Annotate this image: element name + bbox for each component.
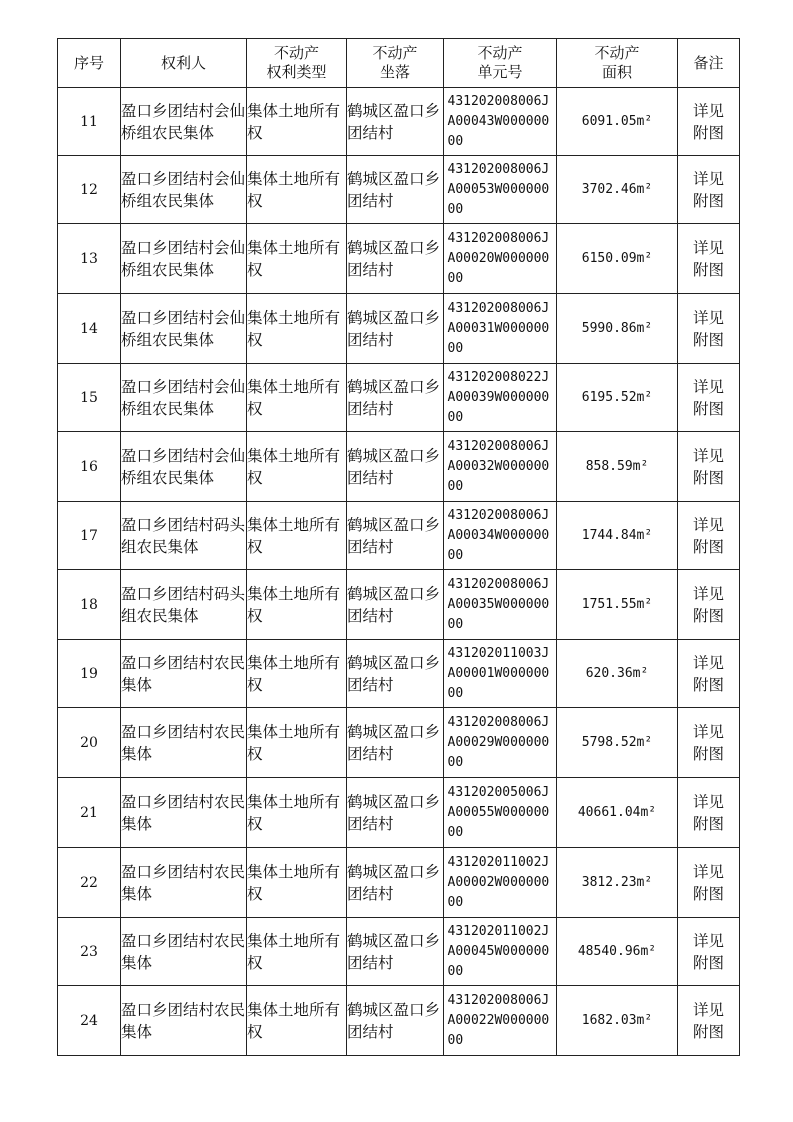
cell-unit-number: [444, 640, 557, 708]
table-body: [58, 88, 740, 1056]
cell-location: 鹤城区盈口乡团结村: [347, 640, 444, 708]
unit-number-text: 431202008006JA00043W00000000: [447, 93, 550, 149]
cell-location: 鹤城区盈口乡团结村: [347, 364, 444, 432]
unit-number-text: 431202008006JA00053W00000000: [447, 161, 550, 217]
cell-right-type: 集体土地所有权: [247, 502, 347, 570]
cell-seq: 18: [58, 570, 121, 640]
cell-seq: 21: [58, 778, 121, 848]
cell-owner: 盈口乡团结村会仙桥组农民集体: [121, 294, 247, 364]
cell-owner: 盈口乡团结村农民集体: [121, 918, 247, 986]
cell-right-type: 集体土地所有权: [247, 918, 347, 986]
header-owner: [121, 39, 247, 88]
cell-unit-number: [444, 848, 557, 918]
cell-unit-number: [444, 224, 557, 294]
cell-area: 620.36m²: [557, 640, 678, 708]
header-location: [347, 39, 444, 88]
cell-right-type: 集体土地所有权: [247, 778, 347, 848]
cell-unit-number: [444, 708, 557, 778]
table-row: [58, 432, 740, 502]
cell-note: [678, 778, 740, 848]
cell-location: 鹤城区盈口乡团结村: [347, 918, 444, 986]
header-location-line2: 坐落: [379, 63, 410, 81]
cell-note: [678, 848, 740, 918]
note-text: 详见附图: [692, 446, 724, 487]
cell-right-type: 集体土地所有权: [247, 570, 347, 640]
note-text: 详见附图: [692, 515, 724, 556]
cell-note: [678, 88, 740, 156]
unit-number-text: 431202008006JA00029W00000000: [447, 714, 550, 770]
cell-unit-number: [444, 986, 557, 1056]
cell-area: 40661.04m²: [557, 778, 678, 848]
cell-owner: 盈口乡团结村农民集体: [121, 708, 247, 778]
header-right-type-line1: 不动产: [273, 44, 319, 62]
cell-seq: 19: [58, 640, 121, 708]
header-seq-label: 序号: [73, 53, 104, 72]
cell-unit-number: [444, 778, 557, 848]
cell-right-type: 集体土地所有权: [247, 640, 347, 708]
cell-location: 鹤城区盈口乡团结村: [347, 570, 444, 640]
table-row: [58, 224, 740, 294]
cell-right-type: 集体土地所有权: [247, 986, 347, 1056]
note-text: 详见附图: [692, 308, 724, 349]
header-note: [678, 39, 740, 88]
note-text: 详见附图: [692, 584, 724, 625]
cell-seq: 15: [58, 364, 121, 432]
table-row: [58, 156, 740, 224]
header-right-type-line2: 权利类型: [266, 63, 327, 81]
cell-note: [678, 986, 740, 1056]
cell-location: 鹤城区盈口乡团结村: [347, 708, 444, 778]
note-text: 详见附图: [692, 238, 724, 279]
table-row: [58, 364, 740, 432]
cell-seq: 13: [58, 224, 121, 294]
unit-number-text: 431202011003JA00001W00000000: [447, 645, 550, 701]
cell-area: 6091.05m²: [557, 88, 678, 156]
cell-area: 5798.52m²: [557, 708, 678, 778]
cell-unit-number: [444, 570, 557, 640]
table-row: [58, 294, 740, 364]
cell-area: 6195.52m²: [557, 364, 678, 432]
cell-unit-number: [444, 88, 557, 156]
cell-note: [678, 294, 740, 364]
cell-area: 1744.84m²: [557, 502, 678, 570]
cell-seq: 11: [58, 88, 121, 156]
unit-number-text: 431202011002JA00002W00000000: [447, 854, 550, 910]
note-text: 详见附图: [692, 862, 724, 903]
cell-note: [678, 502, 740, 570]
cell-location: 鹤城区盈口乡团结村: [347, 224, 444, 294]
cell-note: [678, 570, 740, 640]
cell-seq: 17: [58, 502, 121, 570]
cell-right-type: 集体土地所有权: [247, 294, 347, 364]
unit-number-text: 431202011002JA00045W00000000: [447, 923, 550, 979]
cell-area: 3702.46m²: [557, 156, 678, 224]
cell-area: 1682.03m²: [557, 986, 678, 1056]
unit-number-text: 431202008006JA00022W00000000: [447, 992, 550, 1048]
note-text: 详见附图: [692, 169, 724, 210]
table-row: [58, 88, 740, 156]
cell-area: 858.59m²: [557, 432, 678, 502]
note-text: 详见附图: [692, 792, 724, 833]
cell-note: [678, 918, 740, 986]
header-area-line2: 面积: [601, 63, 632, 81]
cell-unit-number: [444, 502, 557, 570]
cell-right-type: 集体土地所有权: [247, 224, 347, 294]
table-row: [58, 848, 740, 918]
cell-owner: 盈口乡团结村农民集体: [121, 778, 247, 848]
header-area-line1: 不动产: [594, 44, 640, 62]
header-area: [557, 39, 678, 88]
header-unit-number-line1: 不动产: [477, 44, 523, 62]
cell-right-type: 集体土地所有权: [247, 848, 347, 918]
cell-owner: 盈口乡团结村码头组农民集体: [121, 502, 247, 570]
note-text: 详见附图: [692, 1000, 724, 1041]
table-row: [58, 778, 740, 848]
property-register-table: [57, 38, 740, 1056]
header-owner-label: 权利人: [160, 53, 206, 72]
cell-unit-number: [444, 918, 557, 986]
cell-location: 鹤城区盈口乡团结村: [347, 848, 444, 918]
cell-note: [678, 156, 740, 224]
cell-unit-number: [444, 294, 557, 364]
table-row: [58, 502, 740, 570]
cell-seq: 14: [58, 294, 121, 364]
unit-number-text: 431202008022JA00039W00000000: [447, 369, 550, 425]
cell-area: 5990.86m²: [557, 294, 678, 364]
table-row: [58, 918, 740, 986]
table-row: [58, 986, 740, 1056]
table-row: [58, 708, 740, 778]
cell-area: 48540.96m²: [557, 918, 678, 986]
cell-right-type: 集体土地所有权: [247, 432, 347, 502]
header-unit-number: [444, 39, 557, 88]
header-note-label: 备注: [693, 53, 724, 72]
cell-seq: 24: [58, 986, 121, 1056]
cell-location: 鹤城区盈口乡团结村: [347, 778, 444, 848]
unit-number-text: 431202005006JA00055W00000000: [447, 784, 550, 840]
cell-location: 鹤城区盈口乡团结村: [347, 432, 444, 502]
cell-area: 3812.23m²: [557, 848, 678, 918]
cell-location: 鹤城区盈口乡团结村: [347, 88, 444, 156]
cell-right-type: 集体土地所有权: [247, 708, 347, 778]
cell-seq: 12: [58, 156, 121, 224]
cell-unit-number: [444, 432, 557, 502]
cell-location: 鹤城区盈口乡团结村: [347, 156, 444, 224]
cell-owner: 盈口乡团结村会仙桥组农民集体: [121, 364, 247, 432]
cell-note: [678, 708, 740, 778]
note-text: 详见附图: [692, 377, 724, 418]
cell-unit-number: [444, 156, 557, 224]
cell-note: [678, 640, 740, 708]
cell-location: 鹤城区盈口乡团结村: [347, 294, 444, 364]
cell-owner: 盈口乡团结村农民集体: [121, 986, 247, 1056]
cell-location: 鹤城区盈口乡团结村: [347, 502, 444, 570]
cell-seq: 23: [58, 918, 121, 986]
cell-owner: 盈口乡团结村会仙桥组农民集体: [121, 156, 247, 224]
cell-owner: 盈口乡团结村农民集体: [121, 640, 247, 708]
cell-note: [678, 224, 740, 294]
table-row: [58, 570, 740, 640]
cell-note: [678, 432, 740, 502]
unit-number-text: 431202008006JA00035W00000000: [447, 576, 550, 632]
note-text: 详见附图: [692, 653, 724, 694]
cell-owner: 盈口乡团结村码头组农民集体: [121, 570, 247, 640]
cell-owner: 盈口乡团结村会仙桥组农民集体: [121, 88, 247, 156]
cell-right-type: 集体土地所有权: [247, 88, 347, 156]
unit-number-text: 431202008006JA00031W00000000: [447, 300, 550, 356]
header-location-line1: 不动产: [372, 44, 418, 62]
cell-unit-number: [444, 364, 557, 432]
note-text: 详见附图: [692, 101, 724, 142]
unit-number-text: 431202008006JA00020W00000000: [447, 230, 550, 286]
header-right-type: [247, 39, 347, 88]
header-unit-number-line2: 单元号: [477, 63, 523, 81]
cell-owner: 盈口乡团结村会仙桥组农民集体: [121, 432, 247, 502]
cell-seq: 20: [58, 708, 121, 778]
table-header-row: [58, 39, 740, 88]
cell-right-type: 集体土地所有权: [247, 156, 347, 224]
cell-owner: 盈口乡团结村农民集体: [121, 848, 247, 918]
cell-note: [678, 364, 740, 432]
note-text: 详见附图: [692, 931, 724, 972]
unit-number-text: 431202008006JA00032W00000000: [447, 438, 550, 494]
cell-area: 6150.09m²: [557, 224, 678, 294]
cell-seq: 16: [58, 432, 121, 502]
table-row: [58, 640, 740, 708]
note-text: 详见附图: [692, 722, 724, 763]
cell-location: 鹤城区盈口乡团结村: [347, 986, 444, 1056]
cell-owner: 盈口乡团结村会仙桥组农民集体: [121, 224, 247, 294]
cell-seq: 22: [58, 848, 121, 918]
unit-number-text: 431202008006JA00034W00000000: [447, 507, 550, 563]
cell-right-type: 集体土地所有权: [247, 364, 347, 432]
cell-area: 1751.55m²: [557, 570, 678, 640]
header-seq: [58, 39, 121, 88]
